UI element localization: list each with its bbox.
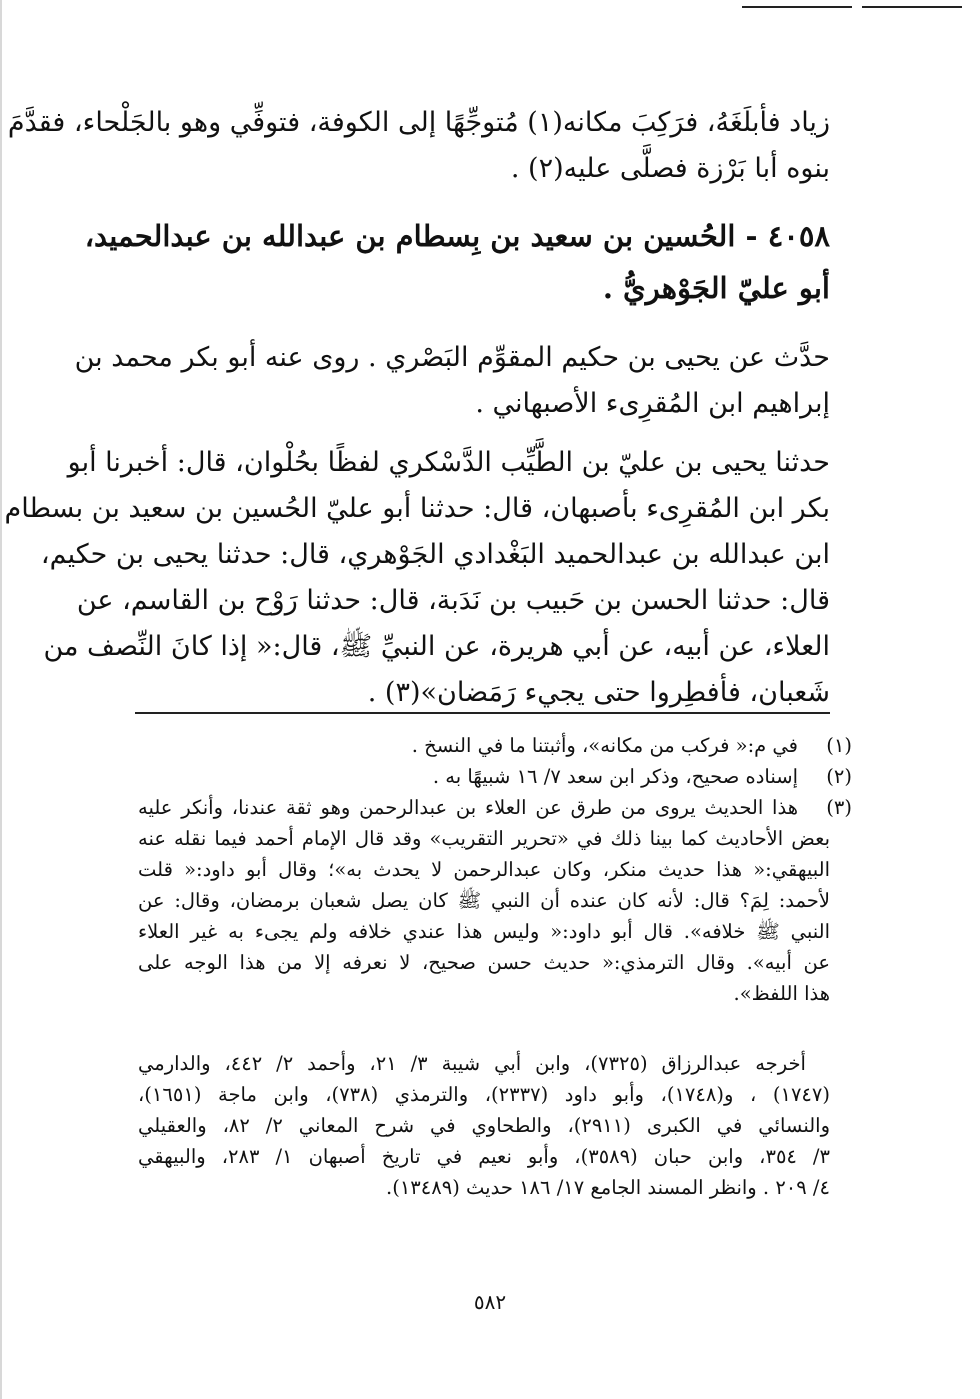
footnote-sources (138, 1048, 830, 1203)
footnote-source-line: ٣/ ٣٥٤، وابن حبان (٣٥٨٩)، وأبو نعيم في تاريخ أصبهان ١/ ٢٨٣، والبيهقي (138, 1145, 830, 1168)
footnote-source-line: (١٧٤٧) ، و(١٧٤٨)، وأبو داود (٢٣٣٧)، والترمذي (٧٣٨)، وابن ماجة (١٦٥١)، (138, 1083, 830, 1106)
footnote-source-line: ٤/ ٢٠٩ . وانظر المسند الجامع ١٧/ ١٨٦ حديث (١٣٤٨٩). (386, 1176, 830, 1199)
footnote-number: (٣) (826, 796, 852, 819)
footnote-source-line: أخرجه عبدالرزاق (٧٣٢٥)، وابن أبي شيبة ٣/ ٢١، وأحمد ٢/ ٤٤٢، والدارمي (138, 1052, 806, 1075)
footnote-source-line: والنسائي في الكبرى (٢٩١١)، والطحاوي في شرح المعاني ٢/ ٨٢، والعقيلي (138, 1114, 830, 1137)
hadith-line: قال: حدثنا الحسن بن حَبيب بن نَدَبة، قال: حدثنا رَوْح بن القاسم، عن (76, 585, 830, 616)
footnote-divider (135, 712, 830, 714)
entry-intro-line: إبراهيم ابن المُقرِىء الأصبهاني . (475, 388, 830, 419)
footnote-1 (138, 730, 852, 761)
hadith-line: العلاء، عن أبيه، عن أبي هريرة، عن النبيِّ ﷺ، قال:« إذا كانَ النِّصف من (43, 631, 830, 662)
entry-intro-line: حدَّث عن يحيى بن حكيم المقوِّم البَصْري . روى عنه أبو بكر محمد بن (74, 342, 830, 373)
hadith-paragraph (4, 440, 830, 716)
hadith-line: حدثنا يحيى بن عليّ بن الطَّيِّب الدَّسْكري لفظًا بحُلْوان، قال: أخبرنا أبو (67, 447, 830, 478)
top-rule-right (862, 6, 962, 8)
top-paragraph-line: بنوه أبا بَرْزة فصلَّى عليه(٢) . (510, 153, 830, 184)
footnote-number: (٢) (826, 765, 852, 788)
footnote-line: لأحمد: لِمَ؟ قال: لأنه كان عنده أن النبي ﷺ كان يصل شعبان برمضان، وقال: عن (138, 889, 830, 912)
footnote-3 (138, 792, 852, 823)
footnote-2 (138, 761, 852, 792)
hadith-line: شَعبان، فأفطِروا حتى يجيء رَمَضان»(٣) . (367, 677, 830, 708)
entry-heading-line: أبو عليّ الجَوْهريُّ . (602, 271, 830, 305)
page-number: ٥٨٢ (473, 1290, 507, 1314)
top-paragraph (7, 100, 830, 192)
footnote-line: بعض الأحاديث كما بينا ذلك في «تحرير التقريب» وقد قال الإمام أحمد فيما نقله عنه (138, 827, 830, 850)
entry-heading (84, 210, 830, 314)
footnote-line: عن أبيه». وقال الترمذي:« حديث حسن صحيح، لا نعرفه إلا من هذا الوجه على (138, 951, 830, 974)
footnote-line: في م:« فركب من مكانه»، وأثبتنا ما في النسخ . (411, 734, 798, 757)
top-rule-left (742, 6, 852, 8)
entry-intro (74, 335, 830, 427)
entry-heading-line: ٤٠٥٨ - الحُسين بن سعيد بن بِسطام بن عبدالله بن عبدالحميد، (84, 219, 830, 253)
footnote-line: النبي ﷺ خلافه». قال أبو داود:« وليس هذا عندي خلافه ولم يجىء به غير العلاء (138, 920, 830, 943)
footnote-line: هذا اللفظ». (733, 982, 830, 1005)
footnote-number: (١) (826, 734, 852, 757)
top-paragraph-line: زياد فأبلَغَهُ، فرَكِبَ مكانه(١) مُتوجِّهًا إلى الكوفة، فتوفِّي وهو بالجَلْحاء، فقدَّمَ (7, 107, 830, 138)
footnote-3-body (138, 823, 830, 1009)
footnote-line: البيهقي:« هذا حديث منكر، وكان عبدالرحمن لا يحدث به»؛ وقال أبو داود:« قلت (138, 858, 830, 881)
footnote-line: إسناده صحيح، وذكر ابن سعد ٧/ ١٦ شبيهًا به . (432, 765, 798, 788)
footnote-line: هذا الحديث يروى من طرق عن العلاء بن عبدالرحمن وهو ثقة عندنا، وأنكر عليه (138, 796, 798, 819)
scan-edge (0, 0, 2, 1399)
hadith-line: بكر ابن المُقرِىء بأصبهان، قال: حدثنا أبو عليّ الحُسين بن سعيد بن بسطام (4, 493, 830, 524)
footnotes (138, 730, 852, 823)
hadith-line: ابن عبدالله بن عبدالحميد البَغْدادي الجَوْهري، قال: حدثنا يحيى بن حكيم، (40, 539, 830, 570)
